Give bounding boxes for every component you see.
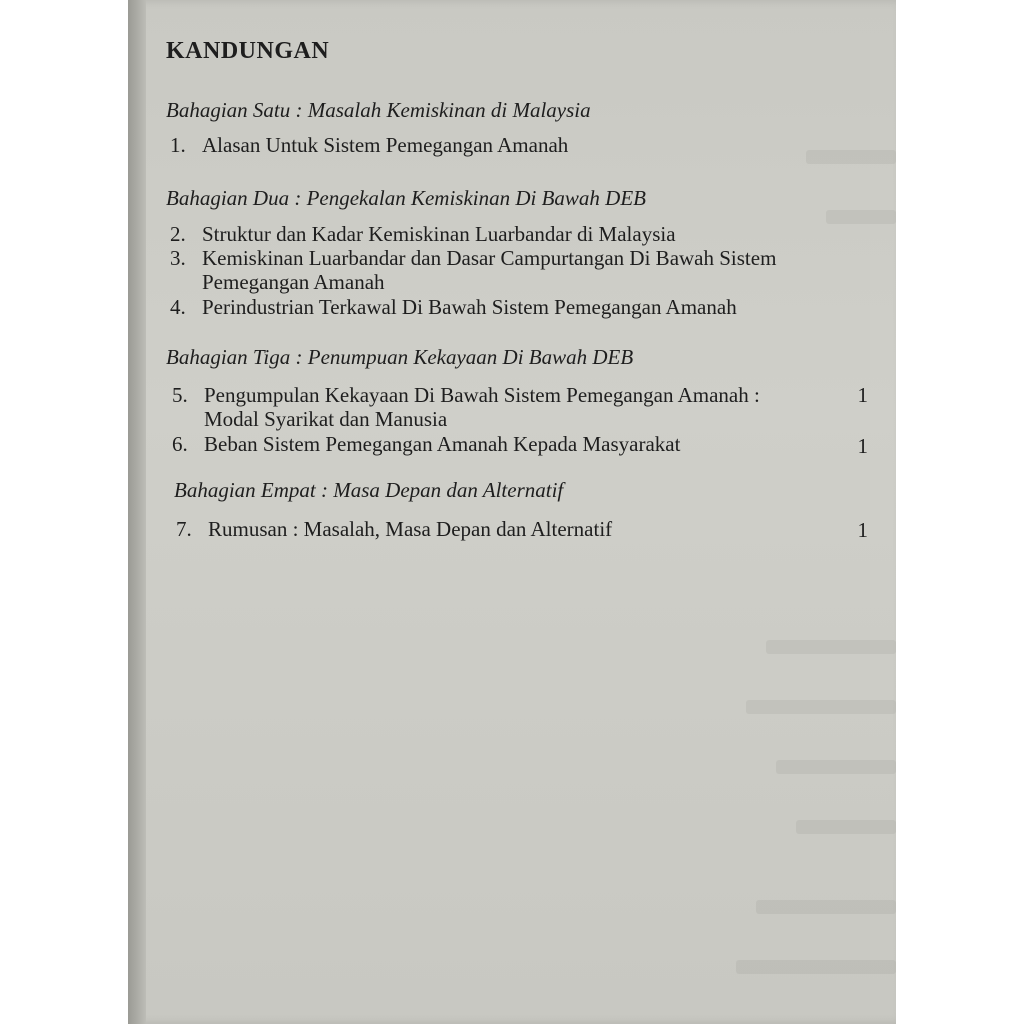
show-through-mark: [776, 760, 896, 774]
chapter-title: Pengumpulan Kekayaan Di Bawah Sistem Pemegangan Amanah :: [204, 383, 760, 407]
chapter-title-continued: Pemegangan Amanah: [202, 270, 385, 294]
chapter-number: 7.: [176, 517, 192, 541]
chapter-number: 5.: [172, 383, 188, 407]
page-title: KANDUNGAN: [166, 38, 330, 64]
page-number-5: 1: [857, 383, 868, 407]
chapter-title: Rumusan : Masalah, Masa Depan dan Alternatif: [208, 517, 613, 541]
part-title-3: Bahagian Tiga : Penumpuan Kekayaan Di Bawah DEB: [166, 345, 634, 369]
chapter-4: [170, 295, 737, 319]
show-through-mark: [736, 960, 896, 974]
chapter-number: 3.: [170, 246, 186, 270]
chapter-title: Kemiskinan Luarbandar dan Dasar Campurtangan Di Bawah Sistem: [202, 246, 777, 270]
chapter-1: [170, 133, 568, 157]
chapter-5: [172, 383, 760, 431]
part-title-2: Bahagian Dua : Pengekalan Kemiskinan Di Bawah DEB: [166, 186, 647, 210]
chapter-number: 6.: [172, 432, 188, 456]
chapter-3: [170, 246, 776, 294]
book-page: [128, 0, 896, 1024]
page-gutter: [128, 0, 146, 1024]
chapter-7: [176, 517, 612, 541]
chapter-title: Beban Sistem Pemegangan Amanah Kepada Masyarakat: [204, 432, 681, 456]
chapter-number: 2.: [170, 222, 186, 246]
chapter-2: [170, 222, 676, 246]
chapter-6: [172, 432, 680, 456]
chapter-title: Perindustrian Terkawal Di Bawah Sistem Pemegangan Amanah: [202, 295, 737, 319]
show-through-mark: [796, 820, 896, 834]
part-title-1: Bahagian Satu : Masalah Kemiskinan di Malaysia: [166, 98, 591, 122]
chapter-number: 4.: [170, 295, 186, 319]
page-number-6: 1: [857, 434, 868, 458]
chapter-title: Struktur dan Kadar Kemiskinan Luarbandar di Malaysia: [202, 222, 676, 246]
show-through-mark: [756, 900, 896, 914]
show-through-mark: [766, 640, 896, 654]
chapter-title-continued: Modal Syarikat dan Manusia: [204, 407, 448, 431]
page-number-7: 1: [857, 518, 868, 542]
part-title-4: Bahagian Empat : Masa Depan dan Alternatif: [174, 478, 564, 502]
show-through-mark: [806, 150, 896, 164]
show-through-mark: [746, 700, 896, 714]
show-through-mark: [826, 210, 896, 224]
chapter-number: 1.: [170, 133, 186, 157]
chapter-title: Alasan Untuk Sistem Pemegangan Amanah: [202, 133, 569, 157]
